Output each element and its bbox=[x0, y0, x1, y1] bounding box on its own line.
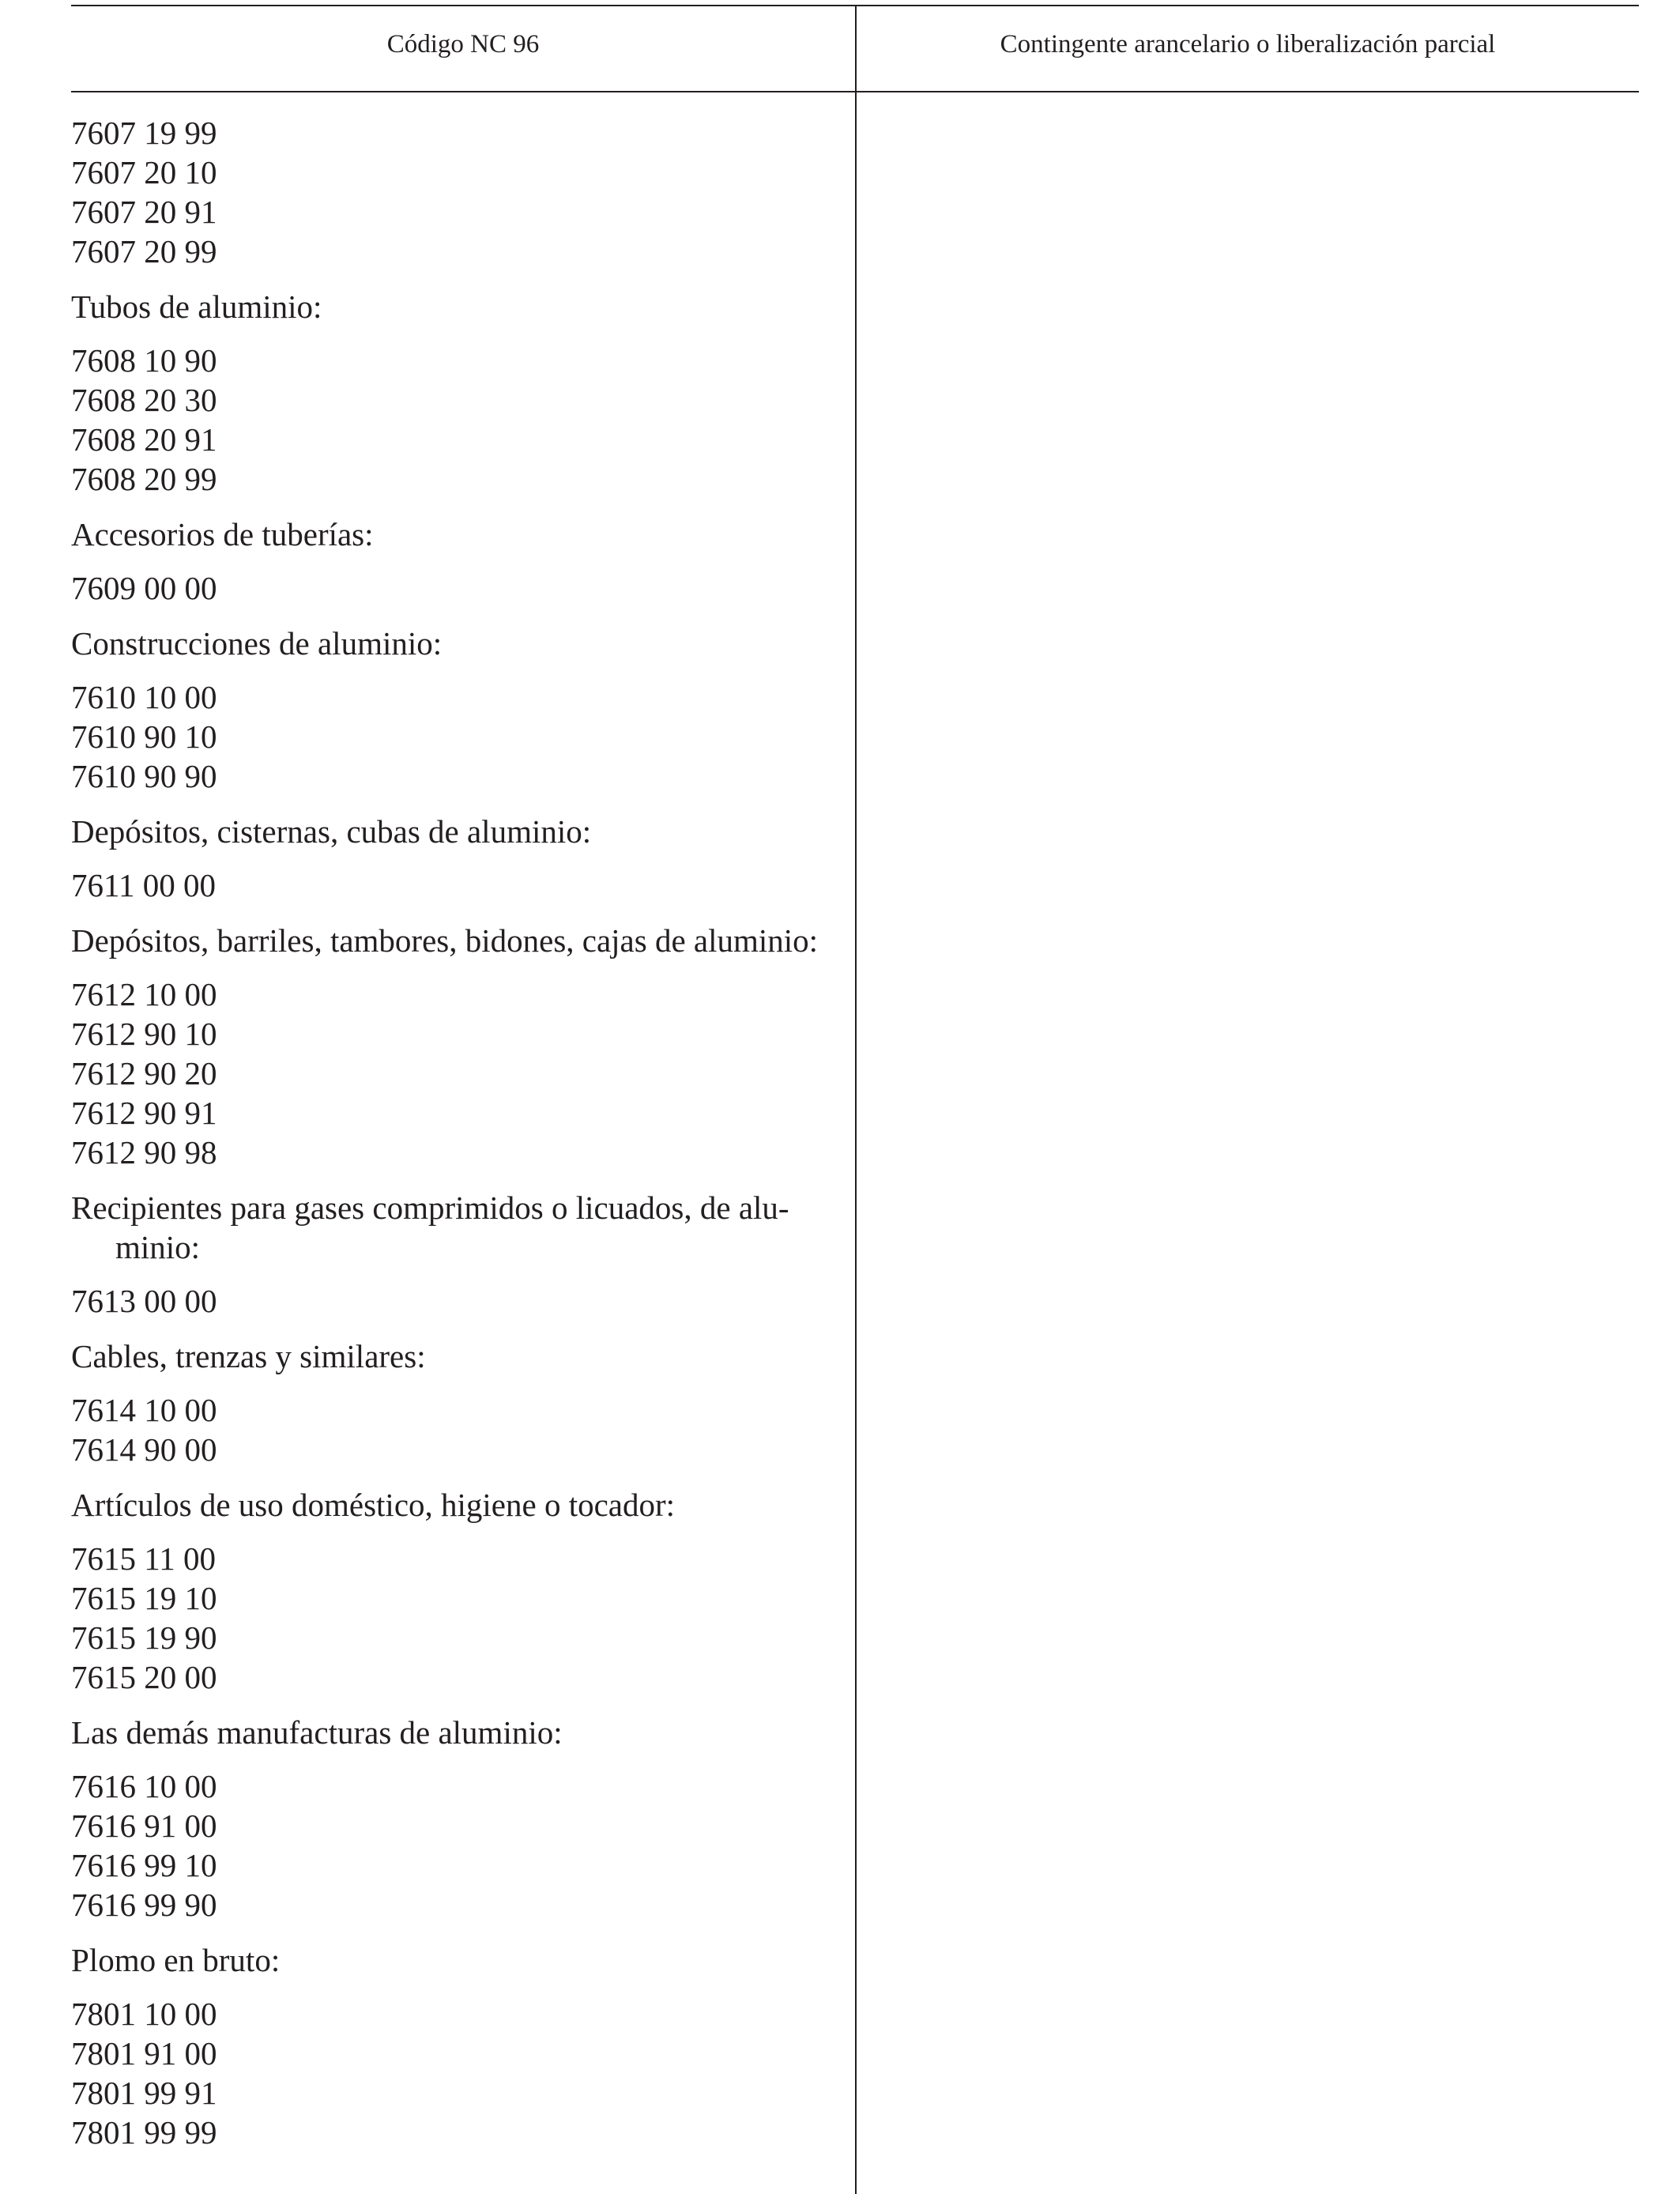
nc-code: 7612 90 20 bbox=[71, 1055, 217, 1091]
nc-code: 7607 20 99 bbox=[71, 233, 217, 270]
column-header-quota: Contingente arancelario o liberalización parcial bbox=[1000, 30, 1496, 58]
group-heading: Depósitos, cisternas, cubas de aluminio: bbox=[71, 813, 592, 850]
group-heading: Cables, trenzas y similares: bbox=[71, 1338, 426, 1374]
code-group bbox=[71, 1713, 838, 1924]
nc-code: 7615 11 00 bbox=[71, 1540, 216, 1577]
nc-code: 7616 10 00 bbox=[71, 1768, 217, 1804]
nc-code: 7615 19 10 bbox=[71, 1580, 217, 1616]
code-group bbox=[71, 1940, 838, 2152]
group-heading: Las demás manufacturas de aluminio: bbox=[71, 1714, 563, 1751]
code-group bbox=[71, 812, 838, 905]
nc-code: 7613 00 00 bbox=[71, 1283, 217, 1319]
code-column bbox=[71, 113, 838, 2152]
code-group bbox=[71, 515, 838, 608]
nc-code: 7614 10 00 bbox=[71, 1392, 217, 1428]
nc-code: 7610 90 10 bbox=[71, 718, 217, 755]
tariff-table bbox=[71, 0, 1639, 2194]
nc-code: 7609 00 00 bbox=[71, 570, 217, 606]
code-group bbox=[71, 287, 838, 499]
nc-code: 7611 00 00 bbox=[71, 867, 216, 903]
nc-code: 7612 90 91 bbox=[71, 1095, 217, 1131]
nc-code: 7610 10 00 bbox=[71, 679, 217, 715]
nc-code: 7608 10 90 bbox=[71, 342, 217, 379]
code-group bbox=[71, 113, 838, 271]
nc-code: 7612 90 98 bbox=[71, 1134, 217, 1171]
group-heading: Recipientes para gases comprimidos o licuados, de aluminio: bbox=[71, 1189, 789, 1265]
code-group bbox=[71, 921, 838, 1172]
nc-code: 7616 91 00 bbox=[71, 1808, 217, 1844]
group-heading: Tubos de aluminio: bbox=[71, 288, 322, 325]
group-heading: Construcciones de aluminio: bbox=[71, 625, 443, 662]
nc-code: 7614 90 00 bbox=[71, 1431, 217, 1468]
code-group bbox=[71, 1485, 838, 1697]
nc-code: 7608 20 99 bbox=[71, 461, 217, 497]
nc-code: 7616 99 10 bbox=[71, 1847, 217, 1883]
code-group bbox=[71, 1188, 838, 1321]
nc-code: 7612 10 00 bbox=[71, 976, 217, 1012]
code-group bbox=[71, 624, 838, 796]
group-heading: Depósitos, barriles, tambores, bidones, cajas de aluminio: bbox=[71, 922, 819, 959]
nc-code: 7608 20 91 bbox=[71, 421, 217, 458]
nc-code: 7801 99 99 bbox=[71, 2114, 217, 2151]
nc-code: 7616 99 90 bbox=[71, 1887, 217, 1923]
group-heading: Plomo en bruto: bbox=[71, 1942, 281, 1978]
nc-code: 7615 20 00 bbox=[71, 1659, 217, 1695]
column-header-code: Código NC 96 bbox=[386, 30, 540, 58]
nc-code: 7801 10 00 bbox=[71, 1996, 217, 2032]
nc-code: 7801 91 00 bbox=[71, 2035, 217, 2071]
group-heading: Accesorios de tuberías: bbox=[71, 516, 374, 552]
nc-code: 7612 90 10 bbox=[71, 1016, 217, 1052]
column-divider bbox=[855, 5, 857, 2194]
nc-code: 7801 99 91 bbox=[71, 2075, 217, 2111]
group-heading: Artículos de uso doméstico, higiene o tocador: bbox=[71, 1487, 676, 1523]
nc-code: 7615 19 90 bbox=[71, 1619, 217, 1656]
code-group bbox=[71, 1336, 838, 1469]
nc-code: 7607 19 99 bbox=[71, 115, 217, 151]
nc-code: 7608 20 30 bbox=[71, 382, 217, 418]
nc-code: 7610 90 90 bbox=[71, 758, 217, 794]
nc-code: 7607 20 10 bbox=[71, 154, 217, 190]
nc-code: 7607 20 91 bbox=[71, 194, 217, 230]
